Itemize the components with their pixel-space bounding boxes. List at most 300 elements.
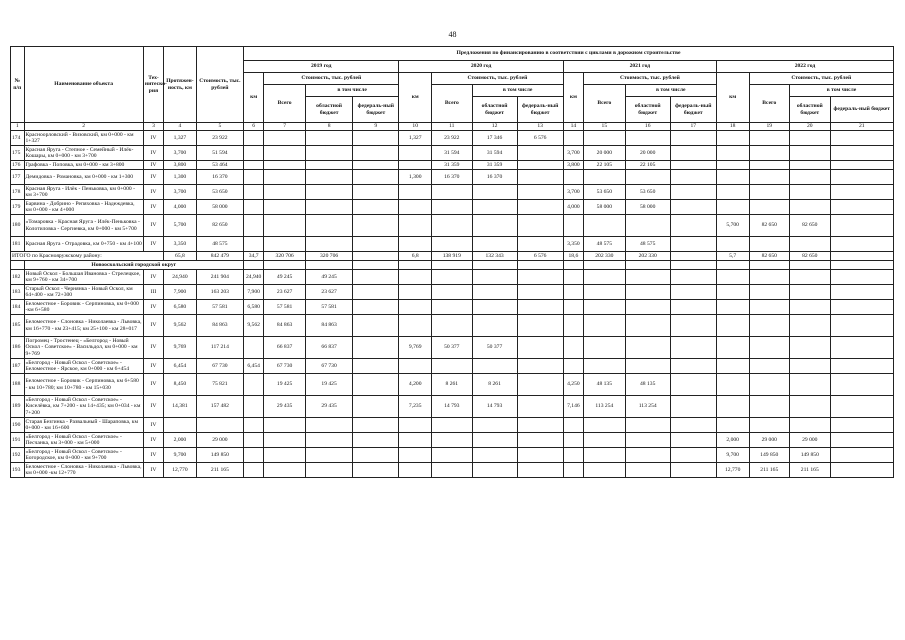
year-value-cell [517, 433, 563, 448]
year-value-cell [830, 433, 893, 448]
year-value-cell [830, 463, 893, 478]
cost-cell: 16 370 [196, 170, 243, 185]
year-value-cell: 113 254 [584, 396, 626, 418]
year-value-cell [790, 170, 831, 185]
year-value-cell [830, 237, 893, 252]
empty-cell [517, 261, 563, 270]
year-value-cell [716, 359, 749, 374]
year-value-cell: 24,940 [244, 270, 264, 285]
year-value-cell [830, 418, 893, 433]
year-value-cell [353, 237, 399, 252]
year-value-cell [716, 285, 749, 300]
column-number: 18 [716, 123, 749, 131]
year-value-cell [353, 215, 399, 237]
year-value-cell [353, 433, 399, 448]
year-value-cell [716, 396, 749, 418]
empty-cell [472, 261, 517, 270]
year-value-cell [790, 270, 831, 285]
year-value-cell [517, 161, 563, 170]
total-cost: 842 479 [196, 252, 243, 261]
year-value-cell [264, 418, 306, 433]
year-value-cell [625, 463, 670, 478]
table-row [11, 463, 894, 478]
year-value-cell [563, 359, 583, 374]
table-row [11, 270, 894, 285]
category-cell: IV [143, 270, 163, 285]
total-year-value: 138 919 [432, 252, 473, 261]
year-value-cell: 67 730 [264, 359, 306, 374]
header-regional: областной бюджет [625, 97, 670, 123]
year-value-cell [749, 359, 790, 374]
category-cell: IV [143, 374, 163, 396]
year-value-cell [472, 433, 517, 448]
year-value-cell [244, 170, 264, 185]
year-value-cell [353, 146, 399, 161]
year-value-cell [517, 418, 563, 433]
header-federal: федераль-ный бюджет [517, 97, 563, 123]
row-number: 175 [11, 146, 25, 161]
year-value-cell [830, 448, 893, 463]
year-value-cell [563, 418, 583, 433]
year-value-cell [399, 285, 432, 300]
year-value-cell [244, 433, 264, 448]
year-value-cell [353, 300, 399, 315]
length-cell: 6,454 [164, 359, 197, 374]
object-name: Беломестное - Боровик - Серпиновка, км 0+000 -км 6+580 [24, 300, 143, 315]
year-value-cell [432, 285, 473, 300]
year-value-cell: 22 105 [625, 161, 670, 170]
year-value-cell [790, 285, 831, 300]
year-value-cell [563, 448, 583, 463]
length-cell: 9,700 [164, 448, 197, 463]
year-value-cell [830, 374, 893, 396]
cost-cell: 51 594 [196, 146, 243, 161]
year-value-cell [563, 285, 583, 300]
year-value-cell [264, 463, 306, 478]
row-number: 181 [11, 237, 25, 252]
year-value-cell [399, 418, 432, 433]
year-value-cell: 16 370 [432, 170, 473, 185]
page-number: 48 [448, 30, 457, 39]
year-value-cell [625, 215, 670, 237]
year-value-cell: 31 359 [472, 161, 517, 170]
financing-table [10, 46, 894, 478]
year-value-cell [670, 396, 716, 418]
total-year-value: 5,7 [716, 252, 749, 261]
year-value-cell: 29 435 [305, 396, 352, 418]
row-number: 192 [11, 448, 25, 463]
year-value-cell: 66 837 [264, 337, 306, 359]
category-cell: IV [143, 337, 163, 359]
year-value-cell [670, 359, 716, 374]
header-including: в том числе [625, 85, 716, 97]
year-value-cell [244, 200, 264, 215]
year-value-cell [670, 285, 716, 300]
object-name: «Белгород - Новый Оскол - Советское» - Киселёвка, км 7+200 - км 14+435; км 0+034 - км 7+200 [24, 396, 143, 418]
cost-cell: 84 863 [196, 315, 243, 337]
year-value-cell [749, 337, 790, 359]
year-value-cell [716, 131, 749, 146]
header-km: км [244, 73, 264, 123]
column-numbers-row [11, 123, 894, 131]
year-value-cell [563, 315, 583, 337]
column-number: 7 [264, 123, 306, 131]
row-number: 187 [11, 359, 25, 374]
length-cell: 7,900 [164, 285, 197, 300]
table-row [11, 448, 894, 463]
year-value-cell [670, 215, 716, 237]
year-value-cell [353, 374, 399, 396]
year-value-cell [790, 200, 831, 215]
cost-cell: 75 821 [196, 374, 243, 396]
year-value-cell [830, 300, 893, 315]
column-number: 1 [11, 123, 25, 131]
year-value-cell: 9,769 [399, 337, 432, 359]
year-value-cell [830, 215, 893, 237]
year-value-cell: 6 576 [517, 131, 563, 146]
year-value-cell [670, 463, 716, 478]
year-value-cell [472, 463, 517, 478]
category-cell: IV [143, 315, 163, 337]
table-row [11, 131, 894, 146]
year-value-cell: 50 377 [472, 337, 517, 359]
year-value-cell [399, 185, 432, 200]
table-row [11, 337, 894, 359]
year-value-cell [244, 374, 264, 396]
year-value-cell [584, 215, 626, 237]
year-value-cell [625, 270, 670, 285]
year-value-cell [353, 337, 399, 359]
category-cell: IV [143, 200, 163, 215]
row-number: 184 [11, 300, 25, 315]
year-value-cell [670, 418, 716, 433]
length-cell: 3,800 [164, 161, 197, 170]
year-value-cell [353, 418, 399, 433]
year-value-cell: 23 627 [264, 285, 306, 300]
year-value-cell [584, 448, 626, 463]
year-value-cell [563, 170, 583, 185]
object-name: «Томаровка - Красная Яруга - Илёк-Пеньковка - Колотиловка - Сергиевка, км 0+000 - км 5+700 [24, 215, 143, 237]
category-cell: IV [143, 433, 163, 448]
year-value-cell [432, 418, 473, 433]
year-value-cell [584, 463, 626, 478]
year-value-cell [244, 161, 264, 170]
year-value-cell: 7,900 [244, 285, 264, 300]
column-number: 16 [625, 123, 670, 131]
cost-cell: 241 904 [196, 270, 243, 285]
column-number: 4 [164, 123, 197, 131]
column-number: 9 [353, 123, 399, 131]
year-value-cell [584, 285, 626, 300]
year-value-cell [517, 396, 563, 418]
year-value-cell [716, 374, 749, 396]
total-year-value: 34,7 [244, 252, 264, 261]
year-value-cell: 7,146 [563, 396, 583, 418]
year-value-cell [244, 237, 264, 252]
total-year-value: 6,8 [399, 252, 432, 261]
year-value-cell: 48 575 [584, 237, 626, 252]
category-cell: IV [143, 170, 163, 185]
year-value-cell: 48 135 [625, 374, 670, 396]
year-value-cell [399, 300, 432, 315]
year-value-cell [670, 146, 716, 161]
year-value-cell: 29 435 [264, 396, 306, 418]
cost-cell: 58 000 [196, 200, 243, 215]
header-year-2022: 2022 год [716, 61, 893, 73]
year-value-cell: 4,250 [563, 374, 583, 396]
year-value-cell [399, 270, 432, 285]
year-value-cell [305, 146, 352, 161]
year-value-cell: 113 254 [625, 396, 670, 418]
year-value-cell [670, 270, 716, 285]
empty-cell [432, 261, 473, 270]
year-value-cell: 50 377 [432, 337, 473, 359]
year-value-cell [670, 170, 716, 185]
column-number: 11 [432, 123, 473, 131]
total-year-value: 132 343 [472, 252, 517, 261]
year-value-cell [264, 237, 306, 252]
year-value-cell: 149 850 [790, 448, 831, 463]
year-value-cell: 9,700 [716, 448, 749, 463]
year-value-cell [830, 396, 893, 418]
table-row [11, 433, 894, 448]
year-value-cell: 19 425 [305, 374, 352, 396]
year-value-cell [625, 285, 670, 300]
cost-cell: 67 730 [196, 359, 243, 374]
year-value-cell [790, 131, 831, 146]
year-value-cell [353, 131, 399, 146]
year-value-cell [584, 131, 626, 146]
year-value-cell [830, 285, 893, 300]
year-value-cell [749, 396, 790, 418]
year-value-cell [432, 315, 473, 337]
column-number: 8 [305, 123, 352, 131]
year-value-cell [670, 161, 716, 170]
year-value-cell: 66 837 [305, 337, 352, 359]
category-cell: III [143, 285, 163, 300]
year-value-cell [353, 200, 399, 215]
object-name: Красная Яруга - Степное - Семейный - Илёк-Кошары, км 0+000 - км 3+700 [24, 146, 143, 161]
year-value-cell [472, 359, 517, 374]
total-year-value [353, 252, 399, 261]
year-value-cell: 31 359 [432, 161, 473, 170]
row-number: 174 [11, 131, 25, 146]
year-value-cell [399, 146, 432, 161]
year-value-cell [353, 359, 399, 374]
header-cost-group: Стоимость, тыс. рублей [584, 73, 717, 85]
header-cost-group: Стоимость, тыс. рублей [749, 73, 894, 85]
column-number: 12 [472, 123, 517, 131]
header-regional: областной бюджет [305, 97, 352, 123]
year-value-cell [584, 270, 626, 285]
year-value-cell [790, 185, 831, 200]
column-number: 15 [584, 123, 626, 131]
cost-cell: 149 850 [196, 448, 243, 463]
length-cell: 12,770 [164, 463, 197, 478]
year-value-cell [830, 270, 893, 285]
year-value-cell [563, 131, 583, 146]
year-value-cell [790, 396, 831, 418]
category-cell: IV [143, 418, 163, 433]
year-value-cell: 23 627 [305, 285, 352, 300]
year-value-cell [472, 200, 517, 215]
year-value-cell: 22 105 [584, 161, 626, 170]
row-number: 191 [11, 433, 25, 448]
section-title: Новооскольский городской округ [24, 261, 244, 270]
year-value-cell: 31 594 [432, 146, 473, 161]
year-value-cell [517, 359, 563, 374]
year-value-cell [472, 237, 517, 252]
year-value-cell [399, 237, 432, 252]
year-value-cell [432, 185, 473, 200]
column-number: 10 [399, 123, 432, 131]
year-value-cell [517, 315, 563, 337]
year-value-cell [563, 215, 583, 237]
year-value-cell [790, 418, 831, 433]
year-value-cell [716, 337, 749, 359]
header-cost: Стоимость, тыс. рублей [196, 47, 243, 123]
table-row [11, 359, 894, 374]
year-value-cell [305, 161, 352, 170]
year-value-cell [353, 396, 399, 418]
year-value-cell [625, 337, 670, 359]
year-value-cell [716, 146, 749, 161]
row-number: 183 [11, 285, 25, 300]
category-cell: IV [143, 448, 163, 463]
table-row [11, 170, 894, 185]
year-value-cell [432, 270, 473, 285]
year-value-cell [399, 463, 432, 478]
object-name: Беломестное - Боровик - Серпиновка, км 6+580 - км 10+780; км 10+780 - км 15+030 [24, 374, 143, 396]
year-value-cell [432, 433, 473, 448]
column-number: 5 [196, 123, 243, 131]
total-year-value: 202 330 [625, 252, 670, 261]
year-value-cell [716, 315, 749, 337]
year-value-cell [305, 215, 352, 237]
year-value-cell: 4,200 [399, 374, 432, 396]
length-cell: 3,350 [164, 237, 197, 252]
year-value-cell [517, 200, 563, 215]
year-value-cell [584, 337, 626, 359]
year-value-cell: 48 135 [584, 374, 626, 396]
length-cell: 3,700 [164, 146, 197, 161]
year-value-cell [625, 448, 670, 463]
year-value-cell: 20 000 [625, 146, 670, 161]
empty-cell [305, 261, 352, 270]
year-value-cell [670, 131, 716, 146]
year-value-cell: 16 370 [472, 170, 517, 185]
year-value-cell [517, 215, 563, 237]
year-value-cell: 12,770 [716, 463, 749, 478]
year-value-cell [399, 200, 432, 215]
year-value-cell [472, 315, 517, 337]
object-name: «Белгород - Новый Оскол - Советское» - Беломестное - Ярское, км 0+000 - км 6+454 [24, 359, 143, 374]
empty-cell [264, 261, 306, 270]
year-value-cell [305, 433, 352, 448]
empty-cell [399, 261, 432, 270]
category-cell: IV [143, 300, 163, 315]
year-value-cell [830, 161, 893, 170]
year-value-cell [353, 448, 399, 463]
year-value-cell: 49 245 [305, 270, 352, 285]
total-year-value: 82 650 [749, 252, 790, 261]
cost-cell: 53 464 [196, 161, 243, 170]
total-label: ИТОГО по Краснояружскому району: [11, 252, 164, 261]
cost-cell: 163 203 [196, 285, 243, 300]
year-value-cell [790, 359, 831, 374]
year-value-cell [264, 215, 306, 237]
year-value-cell: 29 000 [749, 433, 790, 448]
year-value-cell [305, 448, 352, 463]
row-number: 177 [11, 170, 25, 185]
year-value-cell [399, 433, 432, 448]
year-value-cell [244, 131, 264, 146]
row-number: 179 [11, 200, 25, 215]
year-value-cell: 3,700 [563, 185, 583, 200]
header-federal: федераль-ный бюджет [830, 97, 893, 123]
header-including: в том числе [790, 85, 894, 97]
column-number: 21 [830, 123, 893, 131]
year-value-cell [749, 161, 790, 170]
cost-cell: 48 575 [196, 237, 243, 252]
empty-cell [584, 261, 626, 270]
category-cell: IV [143, 161, 163, 170]
year-value-cell [399, 315, 432, 337]
year-value-cell: 20 000 [584, 146, 626, 161]
year-value-cell [790, 315, 831, 337]
year-value-cell [353, 315, 399, 337]
year-value-cell [563, 463, 583, 478]
length-cell: 14,381 [164, 396, 197, 418]
length-cell: 1,300 [164, 170, 197, 185]
year-value-cell: 49 245 [264, 270, 306, 285]
category-cell: IV [143, 131, 163, 146]
year-value-cell [584, 170, 626, 185]
year-value-cell [790, 374, 831, 396]
year-value-cell [264, 170, 306, 185]
year-value-cell [305, 170, 352, 185]
header-cost-group: Стоимость, тыс. рублей [432, 73, 564, 85]
year-value-cell [584, 315, 626, 337]
year-value-cell [244, 146, 264, 161]
header-km: км [563, 73, 583, 123]
year-value-cell: 14 793 [432, 396, 473, 418]
year-value-cell [716, 237, 749, 252]
category-cell: IV [143, 396, 163, 418]
table-row [11, 300, 894, 315]
row-number: 185 [11, 315, 25, 337]
length-cell: 2,000 [164, 433, 197, 448]
object-name: «Белгород - Новый Оскол - Советское» - Песчанка, км 3+000 - км 5+000 [24, 433, 143, 448]
header-year-2021: 2021 год [563, 61, 716, 73]
year-value-cell [749, 131, 790, 146]
total-year-value: 202 330 [584, 252, 626, 261]
header-regional: областной бюджет [472, 97, 517, 123]
year-value-cell: 58 000 [625, 200, 670, 215]
year-value-cell [830, 337, 893, 359]
year-value-cell: 4,000 [563, 200, 583, 215]
year-value-cell [625, 433, 670, 448]
table-row [11, 161, 894, 170]
year-value-cell [670, 433, 716, 448]
category-cell: IV [143, 146, 163, 161]
empty-cell [830, 261, 893, 270]
column-number: 20 [790, 123, 831, 131]
year-value-cell [472, 418, 517, 433]
total-row [11, 252, 894, 261]
empty-cell [716, 261, 749, 270]
total-year-value: 320 706 [305, 252, 352, 261]
